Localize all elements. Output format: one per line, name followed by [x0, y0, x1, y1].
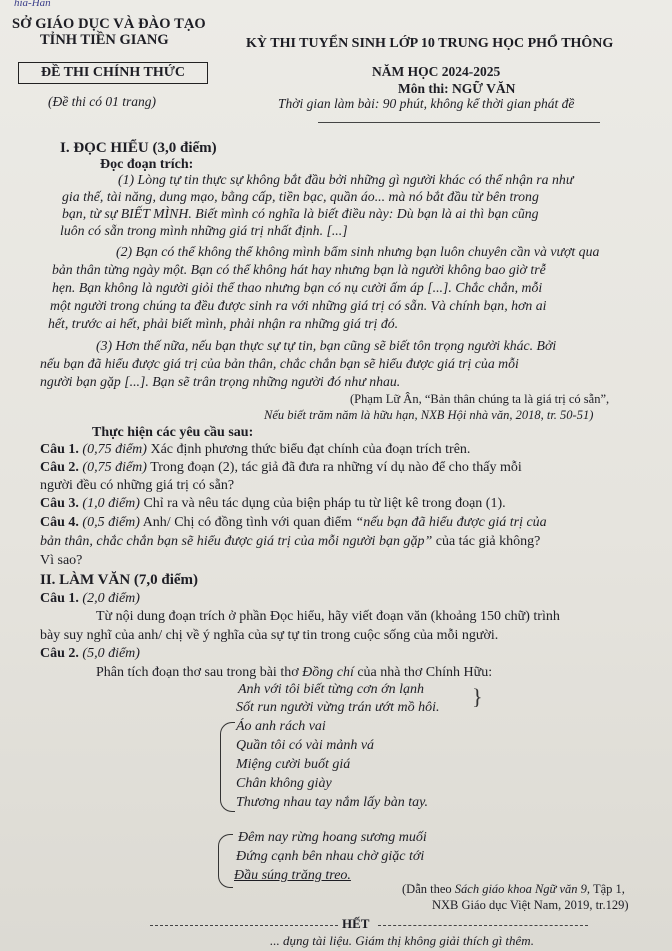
excerpt-line: một người trong chúng ta đều được sinh ra với những giá trị có sẵn. Và chính bạn, hơn ai — [50, 298, 547, 313]
question-number: Câu 2. — [40, 460, 79, 475]
question-1 — [40, 442, 470, 458]
end-label: HẾT — [342, 916, 370, 931]
question-number: Câu 3. — [40, 496, 79, 511]
question-points: (0,75 điểm) — [82, 442, 147, 457]
question-text: Chỉ ra và nêu tác dụng của biện pháp tu từ liệt kê trong đoạn (1). — [143, 496, 506, 511]
question-4-continued — [40, 534, 540, 550]
question-4-why: Vì sao? — [40, 553, 83, 568]
question-text: của nhà thơ Chính Hữu: — [357, 665, 493, 680]
tasks-label: Thực hiện các yêu cầu sau: — [92, 425, 254, 440]
excerpt-line: nếu bạn đã hiểu được giá trị của bản thân, chắc chắn bạn sẽ hiểu được giá trị của mỗi — [40, 356, 519, 371]
poem-source-publisher: NXB Giáo dục Việt Nam, 2019, tr.129) — [432, 898, 629, 912]
question-3 — [40, 496, 506, 512]
writing-section-title: II. LÀM VĂN (7,0 điểm) — [40, 572, 199, 588]
footer-note: ... dụng tài liệu. Giám thị không giải thích gì thêm. — [270, 933, 534, 948]
excerpt-line: hết, trước ai hết, phải biết mình, phải nhận ra những giá trị đó. — [48, 316, 399, 331]
writing-question-2 — [40, 646, 140, 662]
excerpt-line: gia thế, tài năng, dung mạo, bằng cấp, tiền bạc, quần áo... mà nó bắt đầu từ bên trong — [62, 189, 539, 204]
poem-line: Đứng cạnh bên nhau chờ giặc tới — [236, 849, 425, 864]
question-quote: bản thân, chắc chắn bạn sẽ hiểu được giá trị của mỗi người bạn gặp” — [40, 534, 433, 549]
excerpt-line: bạn, từ sự BIẾT MÌNH. Biết mình có nghĩa là biết điều này: Dù bạn là ai thì bạn cũng — [62, 206, 539, 221]
poem-line: Sốt run người vừng trán ướt mồ hôi. — [236, 700, 440, 715]
excerpt-line: bản thân từng ngày một. Bạn có thể không hát hay nhưng bạn là người không bao giờ trễ — [52, 262, 546, 277]
poem-line: Chân không giày — [236, 776, 332, 791]
poem-line: Quần tôi có vài mảnh vá — [236, 738, 375, 753]
excerpt-source-book: Nếu biết trăm năm là hữu hạn, NXB Hội nhà văn, 2018, tr. 50-51) — [264, 408, 594, 422]
excerpt-line: luôn có sẵn trong mình những giá trị nhất định. [...] — [60, 223, 348, 238]
question-number: Câu 4. — [40, 515, 79, 530]
handwritten-bracket-mark — [220, 722, 235, 812]
question-points: (2,0 điểm) — [82, 591, 140, 606]
excerpt-line: hẹn. Bạn không là người giỏi thể thao nhưng bạn có nụ cười ấm áp [...]. Chắc chắn, mỗi — [52, 280, 543, 295]
poem-source-book: Sách giáo khoa Ngữ văn 9, — [454, 882, 591, 896]
end-divider — [378, 925, 588, 926]
excerpt-line: (2) Bạn có thể không thể không mình bẩm sinh nhưng bạn luôn chuyên cần và vượt qua — [116, 244, 600, 259]
question-2-continued: người đều có những giá trị có sẵn? — [40, 478, 235, 493]
question-number: Câu 1. — [40, 442, 79, 457]
poem-source-text: Tập 1, — [592, 882, 625, 896]
question-points: (0,75 điểm) — [82, 460, 147, 475]
poem-line: Thương nhau tay nắm lấy bàn tay. — [236, 795, 429, 810]
header-underline — [318, 122, 600, 123]
handwritten-brace-mark: } — [472, 684, 483, 709]
question-text: Phân tích đoạn thơ sau trong bài thơ — [96, 665, 299, 680]
poem-source-text: (Dẫn theo — [402, 882, 452, 896]
page-count-note: (Đề thi có 01 trang) — [48, 94, 156, 109]
question-points: (0,5 điểm) — [82, 515, 140, 530]
question-number: Câu 2. — [40, 646, 79, 661]
excerpt-source: (Phạm Lữ Ân, “Bản thân chúng ta là giá trị có sẵn”, — [350, 392, 610, 406]
question-points: (5,0 điểm) — [82, 646, 140, 661]
handwritten-bracket-mark — [218, 834, 233, 888]
handwritten-scribble: hia-Han — [14, 0, 51, 9]
question-text: Xác định phương thức biểu đạt chính của đoạn trích trên. — [150, 442, 471, 457]
question-quote: “nếu bạn đã hiểu được giá trị của — [355, 515, 547, 530]
question-points: (1,0 điểm) — [82, 496, 140, 511]
end-divider — [150, 925, 338, 926]
time-limit-note: Thời gian làm bài: 90 phút, không kể thời gian phát đề — [278, 96, 575, 111]
excerpt-line: người bạn gặp [...]. Bạn sẽ trân trọng những người đó như nhau. — [40, 374, 401, 389]
poem-line: Miệng cười buốt giá — [236, 757, 351, 772]
poem-line: Đêm nay rừng hoang sương muối — [238, 830, 427, 845]
question-text: của tác giả không? — [435, 534, 541, 549]
excerpt-label: Đọc đoạn trích: — [100, 157, 194, 172]
poem-title: Đồng chí — [302, 665, 354, 680]
poem-line: Anh với tôi biết từng cơn ớn lạnh — [238, 682, 424, 697]
exam-subject: Môn thi: NGỮ VĂN — [398, 81, 516, 96]
poem-line: Đầu súng trăng treo. — [234, 868, 351, 883]
excerpt-line: (3) Hơn thế nữa, nếu bạn thực sự tự tin, bạn cũng sẽ biết tôn trọng người khác. Bởi — [96, 338, 557, 353]
excerpt-line: (1) Lòng tự tin thực sự không bắt đầu bởi những gì người khác có thể nhận ra như — [118, 172, 574, 187]
reading-section-title: I. ĐỌC HIỂU (3,0 điểm) — [60, 140, 217, 156]
school-year: NĂM HỌC 2024-2025 — [372, 64, 501, 79]
writing-question-1-text: Từ nội dung đoạn trích ở phần Đọc hiểu, hãy viết đoạn văn (khoảng 150 chữ) trình — [96, 609, 560, 624]
province-name: TỈNH TIỀN GIANG — [40, 32, 169, 48]
writing-question-1 — [40, 591, 140, 607]
poem-source — [402, 882, 625, 897]
question-2 — [40, 460, 522, 476]
department-name: SỞ GIÁO DỤC VÀ ĐÀO TẠO — [12, 16, 206, 32]
question-4 — [40, 515, 547, 531]
official-exam-box: ĐỀ THI CHÍNH THỨC — [18, 62, 208, 84]
poem-line: Áo anh rách vai — [236, 719, 326, 734]
question-number: Câu 1. — [40, 591, 79, 606]
exam-title: KỲ THI TUYỂN SINH LỚP 10 TRUNG HỌC PHỔ THÔNG — [246, 36, 614, 51]
question-text: Trong đoạn (2), tác giả đã đưa ra những ví dụ nào để cho thấy mỗi — [150, 460, 522, 475]
writing-question-1-text: bày suy nghĩ của anh/ chị về ý nghĩa của sự tự tin trong cuộc sống của mỗi người. — [40, 628, 499, 643]
question-text: Anh/ Chị có đồng tình với quan điểm — [142, 515, 352, 530]
writing-question-2-text — [96, 665, 492, 681]
